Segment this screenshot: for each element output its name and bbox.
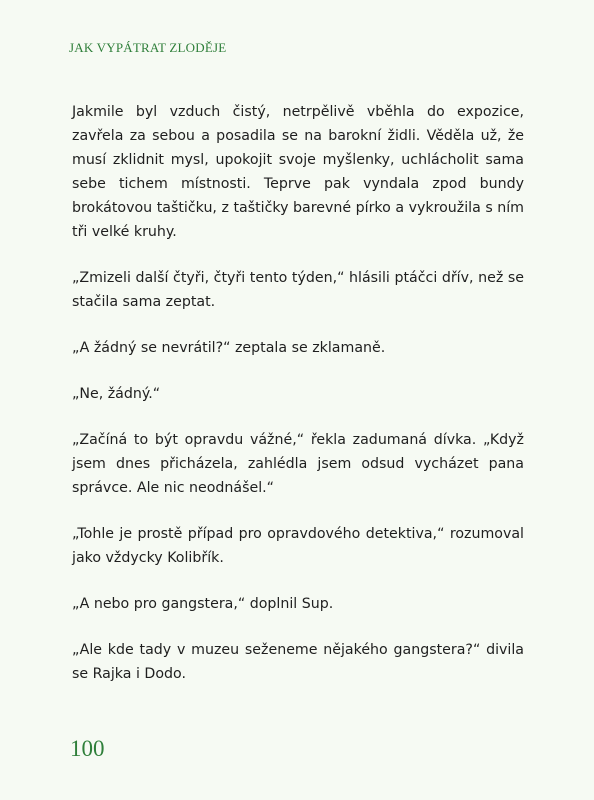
page-number: 100 [70, 736, 105, 761]
paragraph: „A nebo pro gangstera,“ doplnil Sup. [72, 596, 334, 612]
paragraph: „Tohle je prostě případ pro opravdového detektiva,“ rozumoval jako vždycky Kolibřík. [72, 526, 524, 566]
paragraph: „Zmizeli další čtyři, čtyři tento týden,“ hlásili ptáčci dřív, než se stačila sama zeptat. [72, 270, 524, 310]
paragraph: „Začíná to být opravdu vážné,“ řekla zadumaná dívka. „Když jsem dnes přicházela, zahlédla jsem odsud vycházet pana správce. Ale nic neodnášel.“ [72, 432, 524, 496]
paragraph: „Ale kde tady v muzeu seženeme nějakého gangstera?“ divila se Rajka i Dodo. [72, 642, 524, 682]
paragraph: Jakmile byl vzduch čistý, netrpělivě vběhla do expozice, zavřela za sebou a posadila se na barokní židli. Věděla už, že musí zklidnit mysl, upokojit svoje myšlenky, uchlácholit sama sebe tichem místnosti. Teprve pak vyndala zpod bundy brokátovou taštičku, z taštičky barevné pírko a vykroužila s ním tři velké kruhy. [72, 104, 524, 240]
running-header: JAK VYPÁTRAT ZLODĚJE [69, 40, 227, 55]
paragraph: „Ne, žádný.“ [72, 386, 161, 402]
paragraph: „A žádný se nevrátil?“ zeptala se zklamaně. [72, 340, 386, 356]
body-text [72, 100, 524, 708]
